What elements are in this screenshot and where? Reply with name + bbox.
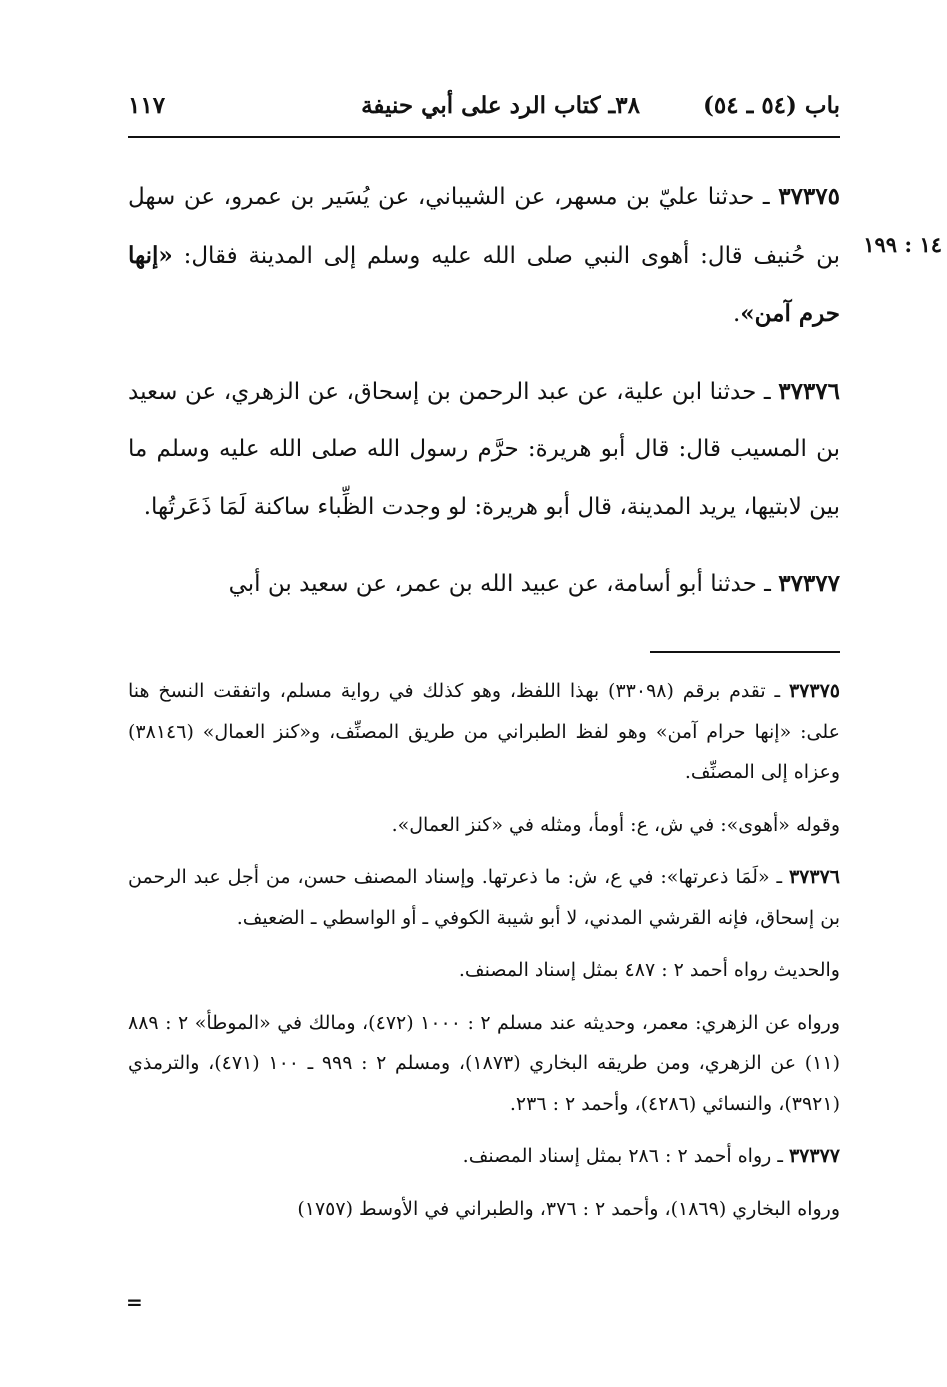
main-text: [128, 168, 840, 633]
hadith-text: ـ حدثنا ابن علية، عن عبد الرحمن بن إسحاق، عن الزهري، عن سعيد بن المسيب قال: قال أبو هريرة: حرَّم رسول الله صلى الله عليه وسلم ما بين لابتيها، يريد المدينة، قال أبو هريرة: لو وجدت الظِّباء ساكنة لَمَا ذَعَرتُها.: [128, 378, 840, 520]
footnote-text: والحديث رواه أحمد ٢ : ٤٨٧ بمثل إسناد المصنف.: [458, 959, 840, 981]
footnote: [128, 1003, 840, 1125]
footnote-number: ٣٧٣٧٥: [788, 680, 840, 702]
hadith-number: ٣٧٣٧٥: [778, 183, 840, 210]
hadith-end: .: [732, 301, 741, 327]
running-header: [128, 92, 840, 128]
footnote: [128, 1136, 840, 1177]
hadith-text: ـ حدثنا أبو أسامة، عن عبيد الله بن عمر، عن سعيد بن أبي: [228, 571, 779, 597]
footnote-number: ٣٧٣٧٧: [788, 1145, 840, 1167]
continuation-mark: =: [126, 1290, 143, 1314]
margin-reference: ١٤ : ١٩٩: [863, 232, 942, 257]
footnote: [128, 671, 840, 793]
hadith-quote: «إنها حرم آمن»: [128, 241, 840, 327]
footnote-text: وقوله «أهوى»: في ش، ع: أومأ، ومثله في «كنز العمال».: [391, 813, 840, 836]
page-number: ١١٧: [128, 92, 166, 119]
footnote-text: ورواه البخاري (١٨٦٩)، وأحمد ٢ : ٣٧٦، والطبراني في الأوسط (١٧٥٧): [297, 1197, 840, 1220]
hadith-number: ٣٧٣٧٦: [778, 377, 840, 405]
footnote-separator: [650, 651, 840, 653]
hadith-paragraph: [128, 168, 840, 344]
footnote: [128, 1189, 840, 1230]
footnote-text: ورواه عن الزهري: معمر، وحديثه عند مسلم ٢ : ١٠٠٠ (٤٧٢)، ومالك في «الموطأ» ٢ : ٨٨٩ (١١) عن الزهري، ومن طريقه البخاري (١٨٧٣)، ومسلم ٢ : ٩٩٩ ـ ١٠٠ (٤٧١)، والترمذي (٣٩٢١)، والنسائي (٤٢٨٦)، وأحمد ٢ : ٢٣٦.: [128, 1011, 841, 1115]
hadith-paragraph: [128, 555, 840, 614]
chapter-heading: باب (٥٤ ـ ٥٤): [702, 92, 840, 119]
footnotes: [128, 671, 840, 1241]
hadith-paragraph: [128, 363, 840, 537]
footnote: [128, 857, 840, 938]
footnote-text: ـ تقدم برقم (٣٣٠٩٨) بهذا اللفظ، وهو كذلك في رواية مسلم، واتفقت النسخ هنا على: «إنها حرام آمن» وهو لفظ الطبراني من طريق المصنِّف، و«كنز العمال» (٣٨١٤٦) وعزاه إلى المصنِّف.: [128, 680, 840, 783]
hadith-text: ـ حدثنا عليّ بن مسهر، عن الشيباني، عن يُسَير بن عمرو، عن سهل بن حُنيف قال: أهوى النبي صلى الله عليه وسلم إلى المدينة فقال:: [128, 184, 840, 269]
header-rule: [128, 136, 840, 138]
hadith-number: ٣٧٣٧٧: [778, 570, 840, 597]
footnote-text: ـ «لَمَا ذعرتها»: في ع، ش: ما ذعرتها. وإسناد المصنف حسن، من أجل عبد الرحمن بن إسحاق، فإنه القرشي المدني، لا أبو شيبة الكوفي ـ أو الواسطي ـ الضعيف.: [128, 866, 840, 929]
footnote: [128, 805, 840, 846]
book-title: ٣٨ـ كتاب الرد على أبي حنيفة: [361, 92, 640, 119]
footnote-number: ٣٧٣٧٦: [788, 866, 840, 888]
footnote-text: ـ رواه أحمد ٢ : ٢٨٦ بمثل إسناد المصنف.: [462, 1145, 789, 1167]
footnote: [128, 950, 840, 991]
